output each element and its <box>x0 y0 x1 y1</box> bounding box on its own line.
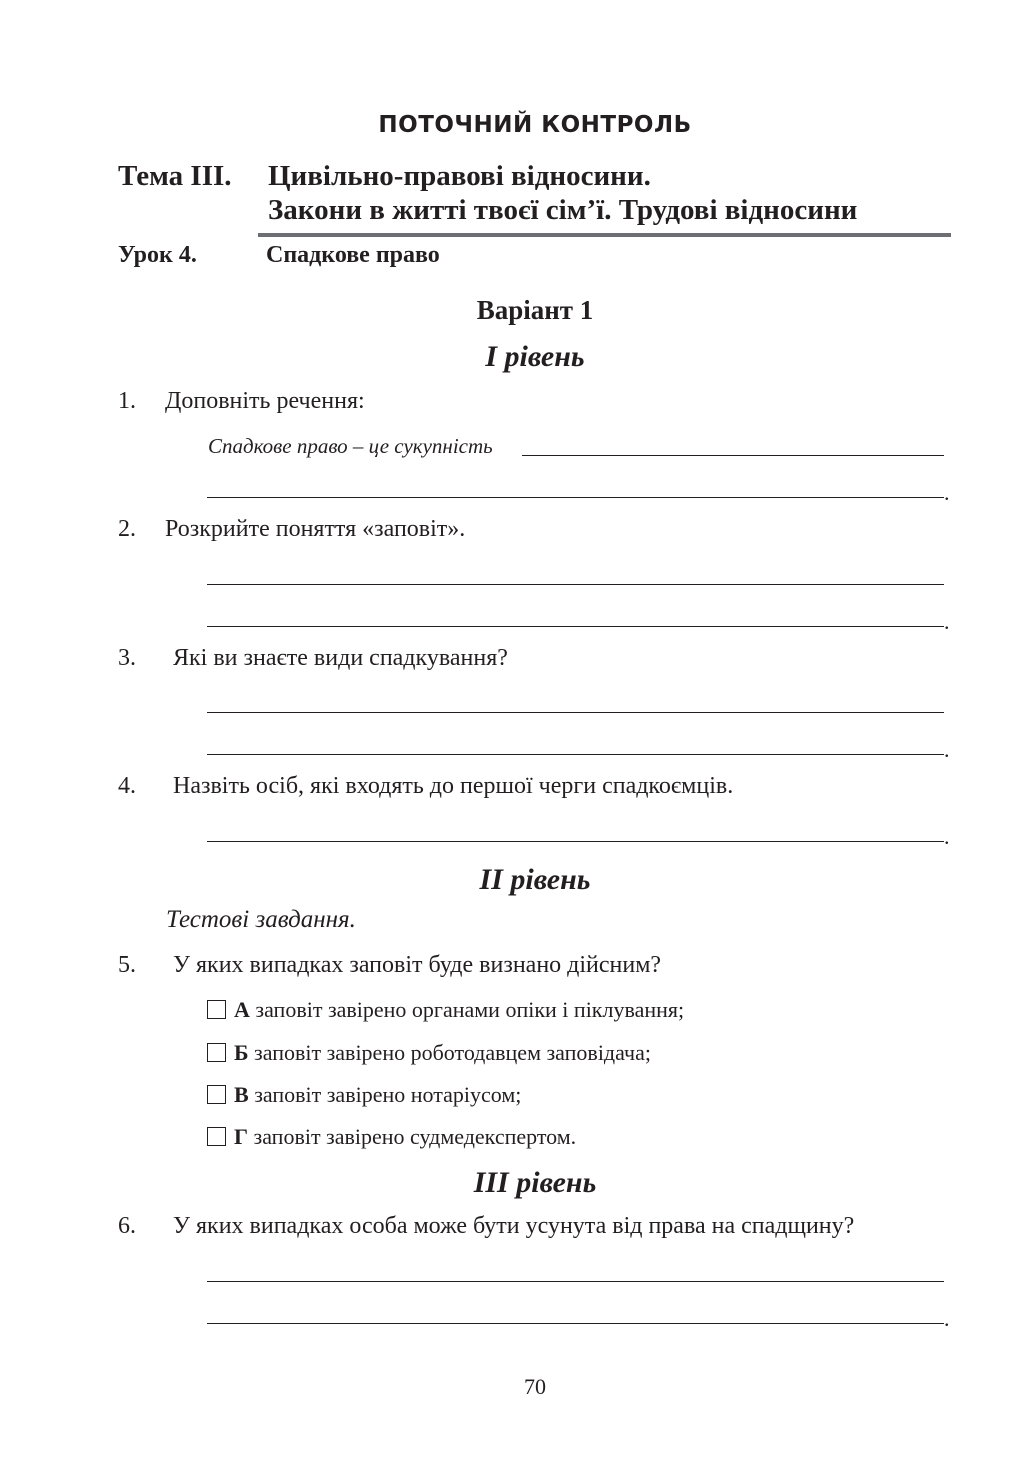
question-2-number: 2. <box>118 516 136 542</box>
question-1-number: 1. <box>118 388 136 414</box>
answer-line[interactable] <box>522 455 944 456</box>
option-text: заповіт завірено роботодавцем заповідача; <box>254 1040 651 1065</box>
option-a <box>234 997 684 1023</box>
question-5-text: У яких випадках заповіт буде визнано дійсним? <box>173 952 662 978</box>
option-letter: А <box>234 997 250 1022</box>
tema-underline <box>258 233 951 237</box>
option-d-checkbox[interactable] <box>207 1127 226 1146</box>
option-letter: В <box>234 1082 249 1107</box>
lesson-title: Спадкове право <box>266 242 440 268</box>
answer-line[interactable] <box>207 712 944 713</box>
option-text: заповіт завірено органами опіки і піклування; <box>255 997 685 1022</box>
question-4-text: Назвіть осіб, які входять до першої черги спадкоємців. <box>173 773 734 799</box>
page-number: 70 <box>524 1374 546 1399</box>
question-6-number: 6. <box>118 1213 136 1239</box>
page-header: ПОТОЧНИЙ КОНТРОЛЬ <box>378 112 692 138</box>
answer-line[interactable] <box>207 497 944 498</box>
level-2-heading: II рівень <box>479 863 591 896</box>
option-c-checkbox[interactable] <box>207 1085 226 1104</box>
option-letter: Г <box>234 1124 248 1149</box>
option-text: заповіт завірено судмедекспертом. <box>253 1124 577 1149</box>
answer-line[interactable] <box>207 841 944 842</box>
question-2-text: Розкрийте поняття «заповіт». <box>165 516 466 542</box>
line-end-period: . <box>944 737 950 762</box>
line-end-period: . <box>944 480 950 505</box>
option-text: заповіт завірено нотаріусом; <box>254 1082 522 1107</box>
tema-title-line1: Цивільно-правові відносини. <box>268 160 651 192</box>
answer-line[interactable] <box>207 584 944 585</box>
option-letter: Б <box>234 1040 249 1065</box>
option-a-checkbox[interactable] <box>207 1000 226 1019</box>
line-end-period: . <box>944 824 950 849</box>
lesson-label: Урок 4. <box>118 242 197 268</box>
option-b <box>234 1040 651 1066</box>
question-4-number: 4. <box>118 773 136 799</box>
answer-line[interactable] <box>207 754 944 755</box>
option-d <box>234 1124 576 1150</box>
question-3-text: Які ви знаєте види спадкування? <box>173 645 508 671</box>
question-6-text: У яких випадках особа може бути усунута від права на спадщину? <box>173 1213 855 1239</box>
question-1-text: Доповніть речення: <box>165 388 365 414</box>
line-end-period: . <box>944 1306 950 1331</box>
question-3-number: 3. <box>118 645 136 671</box>
option-c <box>234 1082 521 1108</box>
tests-label: Тестові завдання. <box>166 906 356 933</box>
question-1-prompt: Спадкове право – це сукупність <box>208 434 493 458</box>
tema-label: Тема III. <box>118 160 232 192</box>
answer-line[interactable] <box>207 1323 944 1324</box>
option-b-checkbox[interactable] <box>207 1043 226 1062</box>
level-3-heading: III рівень <box>473 1166 597 1199</box>
question-5-number: 5. <box>118 952 136 978</box>
line-end-period: . <box>944 609 950 634</box>
variant-heading: Варіант 1 <box>476 295 594 325</box>
answer-line[interactable] <box>207 1281 944 1282</box>
answer-line[interactable] <box>207 626 944 627</box>
tema-title-line2: Закони в житті твоєї сім’ї. Трудові відносини <box>268 194 858 226</box>
level-1-heading: I рівень <box>485 340 585 373</box>
